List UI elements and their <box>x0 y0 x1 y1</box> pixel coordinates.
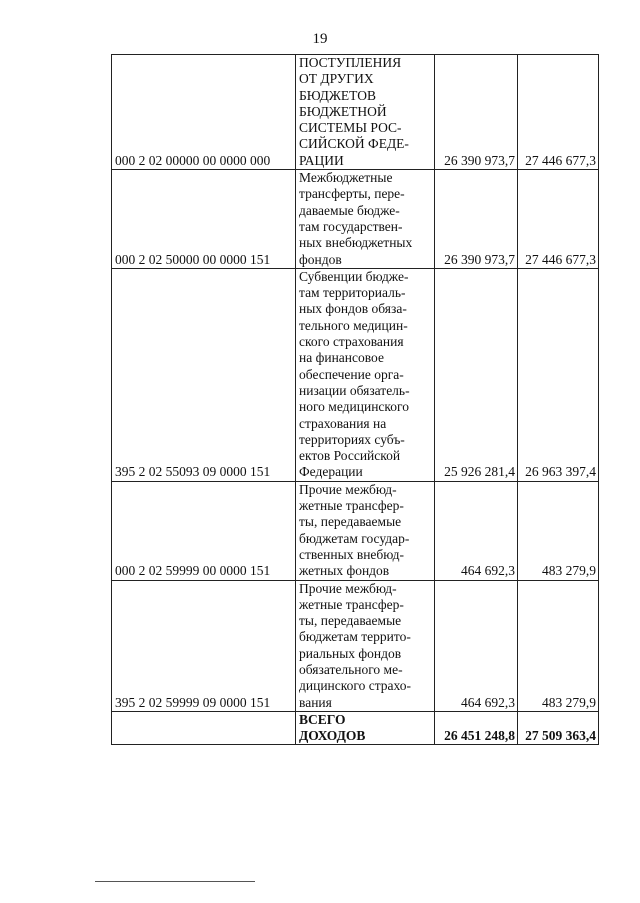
budget-name-cell <box>296 268 435 481</box>
name-line: жетные трансфер- <box>299 498 404 514</box>
budget-code-cell: 000 2 02 59999 00 0000 151 <box>112 481 296 580</box>
budget-code-cell: 395 2 02 55093 09 0000 151 <box>112 268 296 481</box>
total-row <box>112 711 599 745</box>
name-line: СИЙСКОЙ ФЕДЕ- <box>299 136 409 152</box>
value-2018-cell: 26 963 397,4 <box>518 268 599 481</box>
name-line: дицинского страхо- <box>299 678 411 694</box>
footer-divider <box>95 881 255 882</box>
budget-name-cell <box>296 170 435 269</box>
budget-code-cell: 395 2 02 59999 09 0000 151 <box>112 580 296 711</box>
budget-name-cell <box>296 481 435 580</box>
name-line: жетных фондов <box>299 563 390 579</box>
name-line: ты, передаваемые <box>299 613 402 629</box>
name-line: бюджетам государ- <box>299 530 410 546</box>
name-line: риальных фондов <box>299 645 402 661</box>
total-value-2018-cell: 27 509 363,4 <box>518 711 599 745</box>
name-line: Федерации <box>299 464 363 480</box>
name-line: фондов <box>299 251 342 267</box>
name-line: ПОСТУПЛЕНИЯ <box>299 55 402 70</box>
name-line: ОТ ДРУГИХ <box>299 71 374 87</box>
table-row <box>112 55 599 170</box>
budget-code-cell: 000 2 02 00000 00 0000 000 <box>112 55 296 170</box>
total-label-cell <box>296 711 435 745</box>
total-value-2017-cell: 26 451 248,8 <box>435 711 518 745</box>
name-line: Субвенции бюдже- <box>299 268 409 284</box>
table-row <box>112 268 599 481</box>
name-line: даваемые бюдже- <box>299 202 400 218</box>
total-code-cell <box>112 711 296 745</box>
budget-name-cell <box>296 580 435 711</box>
value-2017-cell: 26 390 973,7 <box>435 170 518 269</box>
name-line: ского страхования <box>299 334 404 350</box>
revenue-table-body <box>112 55 599 745</box>
page-number: 19 <box>312 31 328 47</box>
name-line: обязательного ме- <box>299 661 403 677</box>
name-line: СИСТЕМЫ РОС- <box>299 120 402 136</box>
name-line: ВСЕГО <box>299 711 346 727</box>
name-line: Прочие межбюд- <box>299 481 397 497</box>
value-2018-cell: 27 446 677,3 <box>518 170 599 269</box>
name-line: ного медицинского <box>299 399 409 415</box>
name-line: РАЦИИ <box>299 152 344 168</box>
name-line: ты, передаваемые <box>299 514 402 530</box>
value-2018-cell: 483 279,9 <box>518 481 599 580</box>
value-2017-cell: 464 692,3 <box>435 481 518 580</box>
table-row <box>112 481 599 580</box>
name-line: страхования на <box>299 415 387 431</box>
budget-name-cell <box>296 55 435 170</box>
name-line: ДОХОДОВ <box>299 728 366 744</box>
name-line: Межбюджетные <box>299 170 393 186</box>
value-2017-cell: 464 692,3 <box>435 580 518 711</box>
value-2017-cell: 26 390 973,7 <box>435 55 518 170</box>
name-line: бюджетам террито- <box>299 629 411 645</box>
name-line: ственных внебюд- <box>299 546 405 562</box>
name-line: Прочие межбюд- <box>299 580 397 596</box>
table-row <box>112 170 599 269</box>
budget-code-cell: 000 2 02 50000 00 0000 151 <box>112 170 296 269</box>
name-line: на финансовое <box>299 350 384 366</box>
name-line: ектов Российской <box>299 448 401 464</box>
revenue-table <box>111 54 599 745</box>
name-line: жетные трансфер- <box>299 596 404 612</box>
value-2017-cell: 25 926 281,4 <box>435 268 518 481</box>
value-2018-cell: 27 446 677,3 <box>518 55 599 170</box>
name-line: вания <box>299 694 332 710</box>
name-line: обеспечение орга- <box>299 366 404 382</box>
value-2018-cell: 483 279,9 <box>518 580 599 711</box>
name-line: БЮДЖЕТОВ <box>299 87 376 103</box>
name-line: БЮДЖЕТНОЙ <box>299 103 387 119</box>
name-line: низации обязатель- <box>299 382 410 398</box>
name-line: тельного медицин- <box>299 317 408 333</box>
name-line: ных внебюджетных <box>299 235 413 251</box>
table-row <box>112 580 599 711</box>
name-line: ных фондов обяза- <box>299 301 407 317</box>
name-line: территориях субъ- <box>299 431 405 447</box>
name-line: там государствен- <box>299 218 403 234</box>
name-line: там территориаль- <box>299 285 406 301</box>
name-line: трансферты, пере- <box>299 186 405 202</box>
